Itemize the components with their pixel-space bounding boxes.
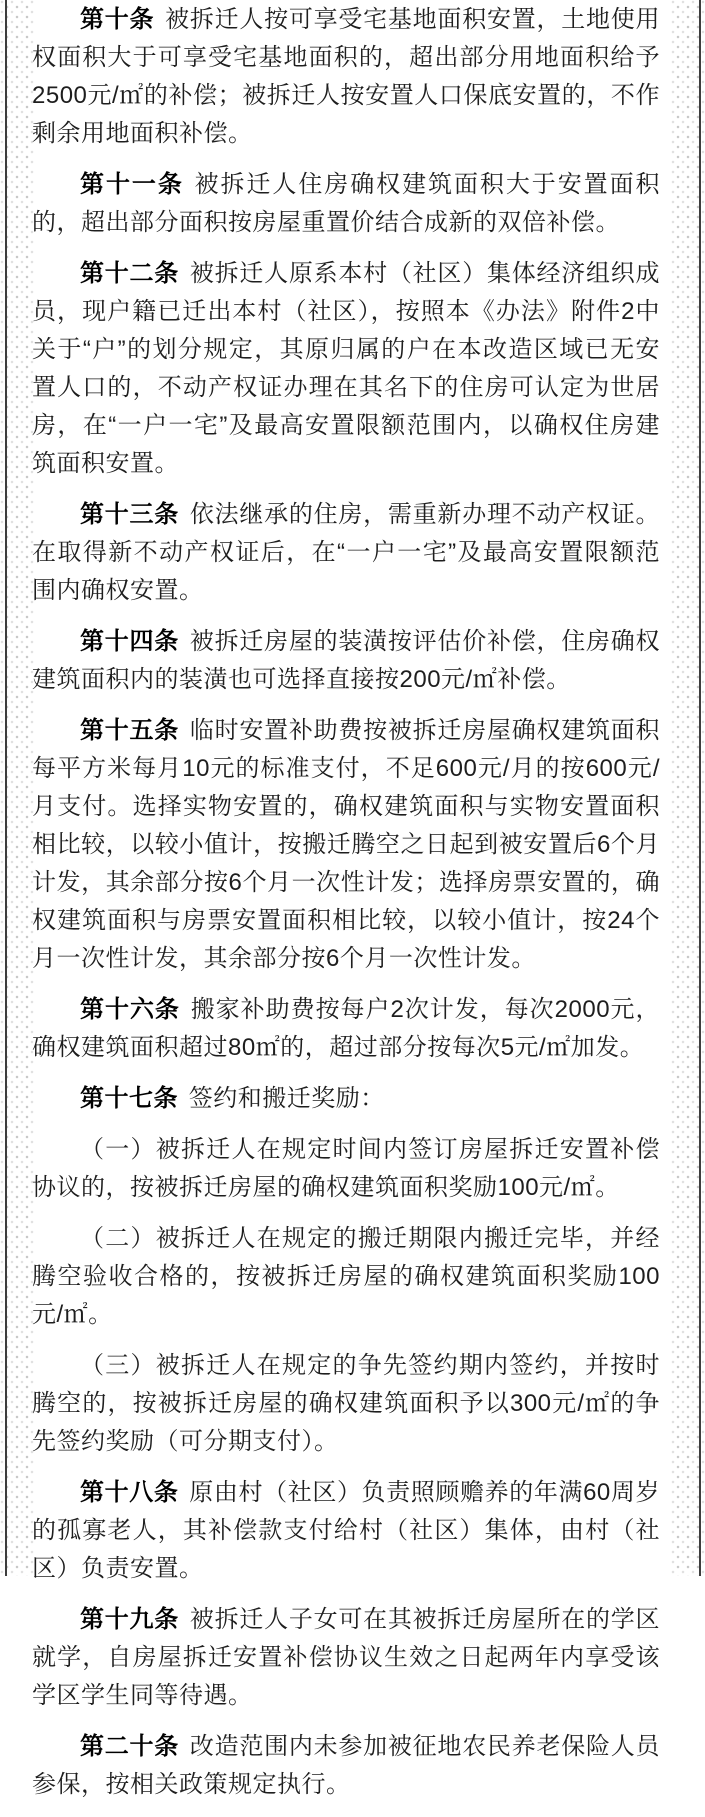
article-number: 第十八条: [80, 1479, 179, 1506]
article-paragraph-17: [32, 1080, 660, 1118]
article-text: 原由村（社区）负责照顾赡养的年满60周岁的孤寡老人，其补偿款支付给村（社区）集体，由村（社区）负责安置。: [32, 1479, 661, 1582]
article-text: （一）被拆迁人在规定时间内签订房屋拆迁安置补偿协议的，按被拆迁房屋的确权建筑面积奖励100元/㎡。: [32, 1136, 660, 1201]
article-text: 签约和搬迁奖励：: [188, 1085, 385, 1112]
article-paragraph-16: [32, 991, 660, 1067]
article-number: 第十三条: [80, 501, 180, 528]
article-17-item-2: [32, 1220, 660, 1334]
article-number: 第十一条: [80, 171, 184, 198]
article-paragraph-11: [32, 166, 660, 242]
article-number: 第十四条: [80, 628, 180, 655]
article-number: 第十七条: [80, 1085, 178, 1112]
article-paragraph-14: [32, 623, 660, 699]
article-paragraph-15: [32, 712, 660, 978]
article-paragraph-12: [32, 255, 660, 483]
article-text: 改造范围内未参加被征地农民养老保险人员参保，按相关政策规定执行。: [32, 1733, 661, 1798]
article-text: 依法继承的住房，需重新办理不动产权证。在取得新不动产权证后，在“一户一宅”及最高安置限额范围内确权安置。: [32, 501, 661, 604]
article-text: （二）被拆迁人在规定的搬迁期限内搬迁完毕，并经腾空验收合格的，按被拆迁房屋的确权建筑面积奖励100元/㎡。: [32, 1225, 660, 1328]
article-paragraph-19: [32, 1601, 660, 1715]
regulation-text-body: [32, 1, 660, 1817]
article-number: 第十二条: [80, 260, 180, 287]
article-text: 被拆迁人按可享受宅基地面积安置，土地使用权面积大于可享受宅基地面积的，超出部分用地面积给予2500元/㎡的补偿；被拆迁人按安置人口保底安置的，不作剩余用地面积补偿。: [32, 6, 661, 147]
article-text: 被拆迁人住房确权建筑面积大于安置面积的，超出部分面积按房屋重置价结合成新的双倍补偿。: [32, 171, 661, 236]
article-number: 第十条: [80, 6, 155, 33]
article-paragraph-18: [32, 1474, 660, 1588]
article-number: 第二十条: [80, 1733, 180, 1760]
article-number: 第十九条: [80, 1606, 180, 1633]
article-text: 被拆迁房屋的装潢按评估价补偿，住房确权建筑面积内的装潢也可选择直接按200元/㎡补偿。: [32, 628, 661, 693]
article-number: 第十六条: [80, 996, 180, 1023]
article-text: 被拆迁人子女可在其被拆迁房屋所在的学区就学，自房屋拆迁安置补偿协议生效之日起两年内享受该学区学生同等待遇。: [32, 1606, 661, 1709]
article-17-item-3: [32, 1347, 660, 1461]
right-frame-line: [699, 0, 701, 1576]
left-frame-line: [5, 0, 7, 1576]
article-text: 搬家补助费按每户2次计发，每次2000元，确权建筑面积超过80㎡的，超过部分按每次5元/㎡加发。: [32, 996, 660, 1061]
article-paragraph-20: [32, 1728, 660, 1804]
article-17-item-1: [32, 1131, 660, 1207]
article-text: （三）被拆迁人在规定的争先签约期内签约，并按时腾空的，按被拆迁房屋的确权建筑面积予以300元/㎡的争先签约奖励（可分期支付）。: [32, 1352, 660, 1455]
article-text: 临时安置补助费按被拆迁房屋确权建筑面积每平方米每月10元的标准支付，不足600元/月的按600元/月支付。选择实物安置的，确权建筑面积与实物安置面积相比较，以较小值计，按搬迁腾空之日起到被安置后6个月计发，其余部分按6个月一次性计发；选择房票安置的，确权建筑面积与房票安置面积相比较，以较小值计，按24个月一次性计发，其余部分按6个月一次性计发。: [32, 717, 661, 972]
article-paragraph-13: [32, 496, 660, 610]
article-text: 被拆迁人原系本村（社区）集体经济组织成员，现户籍已迁出本村（社区），按照本《办法》附件2中关于“户”的划分规定，其原归属的户在本改造区域已无安置人口的，不动产权证办理在其名下的住房可认定为世居房，在“一户一宅”及最高安置限额范围内，以确权住房建筑面积安置。: [32, 260, 661, 477]
article-number: 第十五条: [80, 717, 180, 744]
article-paragraph-10: [32, 1, 660, 153]
